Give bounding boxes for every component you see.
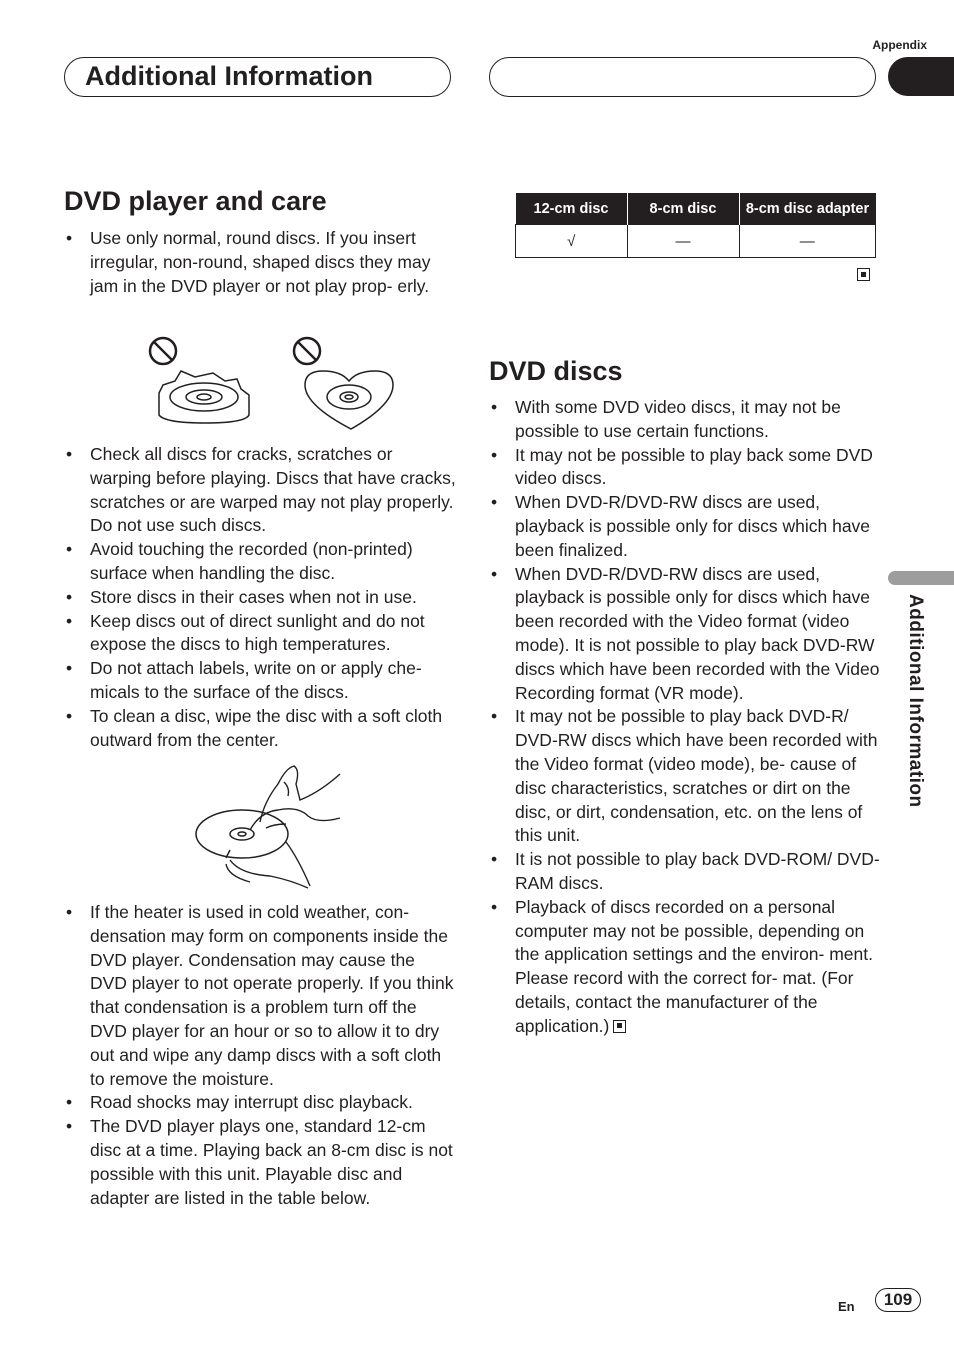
disc-icon bbox=[196, 810, 288, 858]
bullet-icon: • bbox=[66, 610, 73, 631]
bullet-icon: • bbox=[66, 228, 73, 248]
irregular-disc-icon bbox=[159, 371, 249, 423]
list-item bbox=[489, 563, 881, 706]
bullet-icon: • bbox=[66, 586, 73, 607]
table-cell: √ bbox=[516, 225, 628, 258]
chapter-tab bbox=[888, 57, 954, 96]
bullet-icon: • bbox=[491, 849, 498, 870]
list-item bbox=[64, 227, 456, 298]
appendix-label: Appendix bbox=[872, 38, 927, 52]
bullet-icon: • bbox=[491, 397, 498, 417]
side-tab-label: Additional Information bbox=[905, 594, 926, 808]
list-item-text: Keep discs out of direct sunlight and do not expose the discs to high temperatures. bbox=[90, 610, 425, 655]
list-item bbox=[489, 896, 881, 1039]
list-item bbox=[64, 586, 456, 610]
list-item-text: With some DVD video discs, it may not be possible to use certain functions. bbox=[515, 397, 841, 441]
bullet-icon: • bbox=[66, 444, 73, 464]
prohibited-icon bbox=[294, 338, 320, 364]
list-item-text: The DVD player plays one, standard 12-cm disc at a time. Playing back an 8-cm disc is not possible with this unit. Playable disc and adapter are listed in the table below. bbox=[90, 1116, 453, 1208]
list-item-text: When DVD-R/DVD-RW discs are used, playback is possible only for discs which have been recorded with the Video format (video mode). It is not possible to play back DVD-RW discs which have been recorded with the Video Recording format (VR mode). bbox=[515, 563, 880, 703]
list-item-text: Playback of discs recorded on a personal computer may not be possible, depending on the application settings and the environ- ment. Please record with the correct for- mat. (For details, contact the manufacturer of the application.) bbox=[515, 896, 873, 1036]
wiping-hand-icon bbox=[250, 766, 340, 830]
table-header-cell: 8-cm disc bbox=[627, 193, 739, 225]
bullet-icon: • bbox=[491, 563, 498, 584]
list-item bbox=[64, 538, 456, 586]
empty-header-pill bbox=[489, 57, 876, 97]
irregular-discs-illustration bbox=[145, 335, 405, 430]
bullet-icon: • bbox=[66, 902, 73, 922]
bullet-icon: • bbox=[491, 706, 498, 727]
table-row bbox=[516, 225, 876, 258]
section-title: Additional Information bbox=[85, 61, 373, 91]
list-item bbox=[64, 705, 456, 753]
list-item-text: It may not be possible to play back DVD-R/ DVD-RW discs which have been recorded with the Video format (video mode), be- cause of disc characteristics, scratches or dirt on the disc, or dirt, condensation, etc. on the lens of this unit. bbox=[515, 706, 878, 846]
list-item-text: Do not attach labels, write on or apply che- micals to the surface of the discs. bbox=[90, 658, 422, 702]
list-item bbox=[489, 491, 881, 562]
list-item bbox=[64, 1091, 456, 1115]
language-label: En bbox=[838, 1299, 855, 1314]
list-item-text: Use only normal, round discs. If you insert irregular, non-round, shaped discs they may jam in the DVD player or not play prop- erly. bbox=[90, 228, 431, 296]
section-title-pill bbox=[64, 57, 451, 97]
table-header-cell: 8-cm disc adapter bbox=[739, 193, 876, 225]
list-item bbox=[64, 1115, 456, 1210]
bullet-icon: • bbox=[491, 492, 498, 513]
dvd-discs-heading: DVD discs bbox=[489, 356, 623, 386]
side-tab-marker bbox=[888, 571, 954, 585]
care-list-c bbox=[64, 901, 456, 1210]
end-of-section-mark bbox=[613, 1020, 626, 1033]
page-number: 109 bbox=[875, 1288, 921, 1312]
list-item-text: Avoid touching the recorded (non-printed) surface when handling the disc. bbox=[90, 539, 413, 583]
prohibited-icon bbox=[150, 338, 176, 364]
table-header-cell: 12-cm disc bbox=[516, 193, 628, 225]
list-item-text: Store discs in their cases when not in use. bbox=[90, 586, 417, 607]
bullet-icon: • bbox=[66, 658, 73, 679]
table-header-row bbox=[516, 193, 876, 225]
list-item bbox=[489, 705, 881, 848]
bullet-icon: • bbox=[66, 539, 73, 560]
list-item bbox=[64, 443, 456, 538]
list-item bbox=[489, 396, 881, 444]
heart-disc-icon bbox=[305, 371, 393, 429]
holding-hand-icon bbox=[226, 842, 310, 888]
bullet-icon: • bbox=[491, 896, 498, 917]
list-item-text: If the heater is used in cold weather, con- densation may form on components inside the DVD player. Condensation may cause the DVD player to not operate properly. If you think that condensation is a problem turn off the DVD player for an hour or so to allow it to dry out and wipe any damp discs with a soft cloth to remove the moisture. bbox=[90, 902, 454, 1089]
list-item bbox=[64, 610, 456, 658]
list-item-text: Check all discs for cracks, scratches or warping before playing. Discs that have cracks, scratches or are warped may not play properly. Do not use such discs. bbox=[90, 444, 456, 536]
care-list-a bbox=[64, 227, 456, 298]
end-of-section-mark bbox=[857, 268, 870, 281]
dvd-discs-list bbox=[489, 396, 881, 1039]
list-item bbox=[64, 657, 456, 705]
list-item-text: When DVD-R/DVD-RW discs are used, playback is possible only for discs which have been finalized. bbox=[515, 492, 871, 560]
bullet-icon: • bbox=[66, 1116, 73, 1137]
table-cell: — bbox=[739, 225, 876, 258]
care-list-b bbox=[64, 443, 456, 752]
dvd-player-care-heading: DVD player and care bbox=[64, 186, 327, 216]
list-item-text: Road shocks may interrupt disc playback. bbox=[90, 1092, 413, 1113]
table-cell: — bbox=[627, 225, 739, 258]
list-item bbox=[64, 901, 456, 1091]
disc-cleaning-illustration bbox=[190, 762, 355, 892]
list-item-text: It may not be possible to play back some DVD video discs. bbox=[515, 444, 873, 489]
bullet-icon: • bbox=[66, 705, 73, 726]
bullet-icon: • bbox=[491, 444, 498, 465]
bullet-icon: • bbox=[66, 1092, 73, 1113]
list-item-text: It is not possible to play back DVD-ROM/ DVD-RAM discs. bbox=[515, 849, 880, 893]
list-item bbox=[489, 444, 881, 492]
list-item-text: To clean a disc, wipe the disc with a soft cloth outward from the center. bbox=[90, 705, 443, 750]
playable-disc-table bbox=[515, 193, 876, 258]
list-item bbox=[489, 848, 881, 896]
